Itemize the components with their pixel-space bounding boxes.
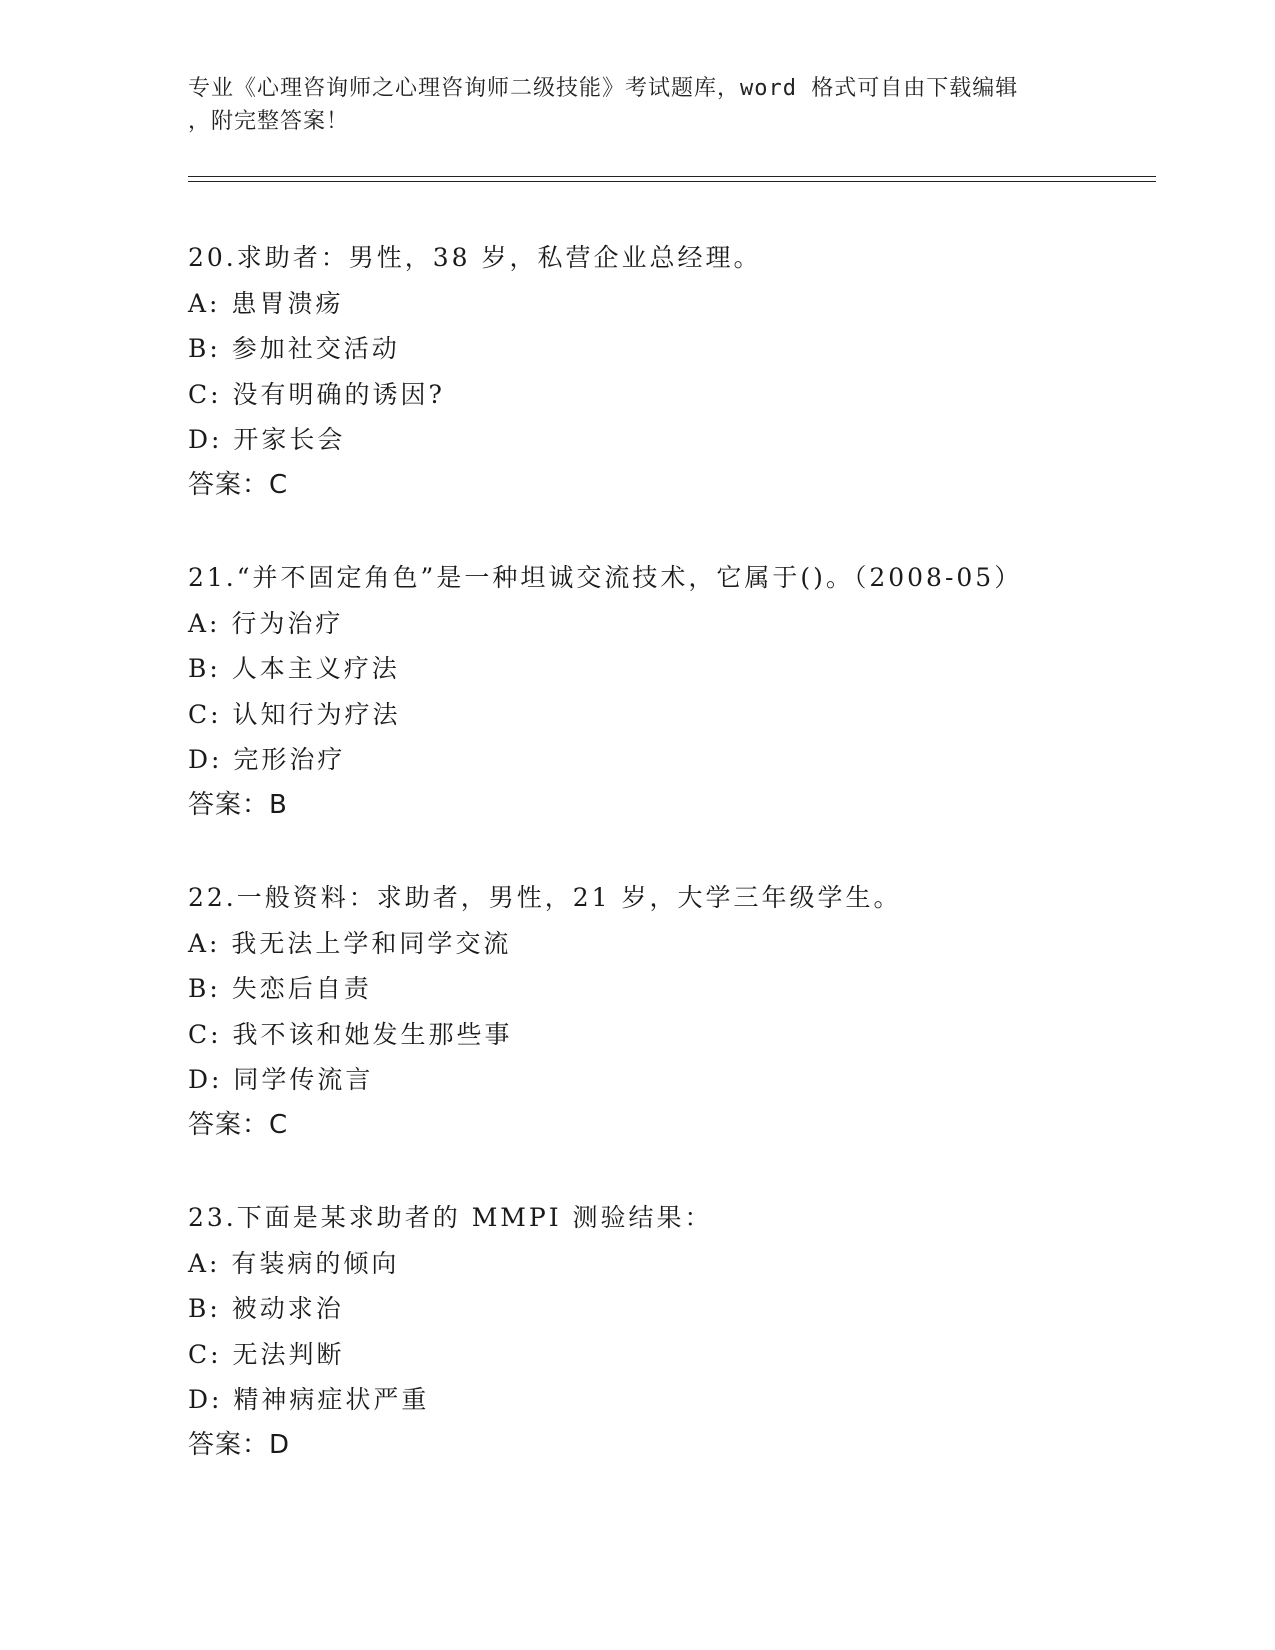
option-b: B: 参加社交活动 (188, 334, 400, 363)
question-22 (188, 875, 1148, 1148)
option-d: D: 完形治疗 (188, 745, 346, 774)
option-c: C: 没有明确的诱因? (188, 379, 445, 409)
question-20 (188, 235, 1148, 508)
question-23 (188, 1195, 1148, 1468)
question-stem: 22.一般资料：求助者，男性，21 岁，大学三年级学生。 (188, 883, 902, 912)
question-stem: 21.“并不固定角色”是一种坦诚交流技术，它属于()。（2008-05） (188, 563, 1023, 592)
option-c: C: 我不该和她发生那些事 (188, 1019, 513, 1049)
answer: 答案：B (188, 789, 288, 820)
option-a: A: 我无法上学和同学交流 (188, 928, 512, 958)
header-title-line-2: ，附完整答案！ (188, 109, 350, 134)
header-divider-top (188, 176, 1156, 177)
option-a: A: 行为治疗 (188, 608, 344, 638)
header-divider-bottom (188, 181, 1156, 182)
option-c: C: 无法判断 (188, 1339, 345, 1369)
question-stem: 23.下面是某求助者的 MMPI 测验结果： (188, 1203, 713, 1232)
option-c: C: 认知行为疗法 (188, 699, 401, 729)
answer: 答案：C (188, 1109, 289, 1140)
option-b: B: 失恋后自责 (188, 974, 372, 1003)
header-title-line-1: 专业《心理咨询师之心理咨询师二级技能》考试题库，word 格式可自由下载编辑 (188, 76, 1019, 101)
option-a: A: 有装病的倾向 (188, 1248, 400, 1278)
option-d: D: 开家长会 (188, 425, 346, 454)
answer: 答案：C (188, 469, 289, 500)
option-d: D: 精神病症状严重 (188, 1385, 430, 1414)
option-b: B: 被动求治 (188, 1294, 344, 1323)
option-a: A: 患胃溃疡 (188, 288, 344, 318)
option-b: B: 人本主义疗法 (188, 654, 400, 683)
question-stem: 20.求助者：男性，38 岁，私营企业总经理。 (188, 243, 762, 272)
option-d: D: 同学传流言 (188, 1065, 374, 1094)
question-21 (188, 555, 1148, 828)
document-header (188, 72, 1068, 138)
answer: 答案：D (188, 1429, 291, 1460)
